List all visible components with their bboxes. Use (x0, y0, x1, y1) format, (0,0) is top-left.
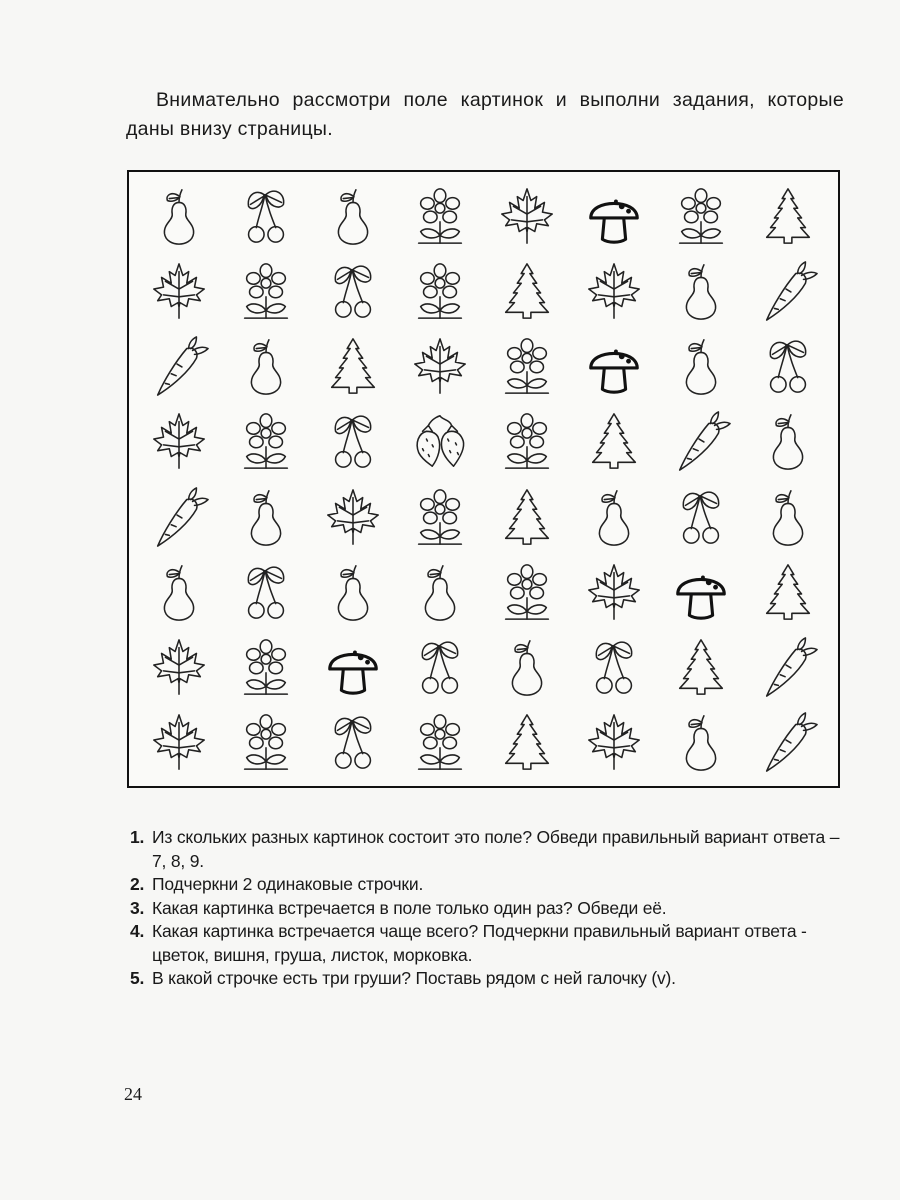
tree-icon (484, 479, 571, 554)
cherry-icon (745, 329, 832, 404)
mushroom-icon (571, 329, 658, 404)
flower-icon (484, 554, 571, 629)
pear-icon (658, 705, 745, 780)
pear-icon (222, 329, 309, 404)
strawberry-icon (396, 404, 483, 479)
mushroom-icon (571, 178, 658, 253)
carrot-icon (135, 329, 222, 404)
task-item (130, 826, 850, 873)
cherry-icon (309, 705, 396, 780)
tree-icon (745, 554, 832, 629)
cherry-icon (571, 630, 658, 705)
task-number: 4. (130, 921, 145, 941)
task-item (130, 920, 850, 967)
task-text: Из скольких разных картинок состоит это поле? Обведи правильный вариант ответа – 7, 8, 9. (152, 827, 840, 871)
mushroom-icon (658, 554, 745, 629)
task-text: Подчеркни 2 одинаковые строчки. (152, 874, 424, 894)
task-item (130, 873, 850, 897)
task-number: 2. (130, 874, 145, 894)
task-number: 1. (130, 827, 145, 847)
task-text: Какая картинка встречается чаще всего? Подчеркни правильный вариант ответа - цветок, вишня, груша, листок, морковка. (152, 921, 807, 965)
instructions-text: Внимательно рассмотри поле картинок и выполни задания, которые даны внизу страницы. (126, 89, 844, 140)
flower-icon (222, 253, 309, 328)
cherry-icon (309, 253, 396, 328)
leaf-icon (135, 705, 222, 780)
pear-icon (658, 329, 745, 404)
flower-icon (396, 253, 483, 328)
flower-icon (396, 705, 483, 780)
leaf-icon (135, 404, 222, 479)
pear-icon (745, 479, 832, 554)
tree-icon (484, 705, 571, 780)
leaf-icon (135, 253, 222, 328)
pear-icon (309, 178, 396, 253)
mushroom-icon (309, 630, 396, 705)
leaf-icon (396, 329, 483, 404)
pear-icon (396, 554, 483, 629)
pear-icon (745, 404, 832, 479)
carrot-icon (135, 479, 222, 554)
leaf-icon (484, 178, 571, 253)
task-text: В какой строчке есть три груши? Поставь рядом с ней галочку (v). (152, 968, 676, 988)
picture-field (127, 170, 840, 788)
tree-icon (658, 630, 745, 705)
pear-icon (484, 630, 571, 705)
tree-icon (309, 329, 396, 404)
leaf-icon (571, 554, 658, 629)
cherry-icon (222, 178, 309, 253)
cherry-icon (658, 479, 745, 554)
flower-icon (396, 479, 483, 554)
task-item (130, 967, 850, 991)
pear-icon (658, 253, 745, 328)
cherry-icon (396, 630, 483, 705)
leaf-icon (571, 253, 658, 328)
flower-icon (222, 630, 309, 705)
task-number: 5. (130, 968, 145, 988)
pear-icon (309, 554, 396, 629)
carrot-icon (745, 705, 832, 780)
tree-icon (571, 404, 658, 479)
flower-icon (222, 404, 309, 479)
cherry-icon (222, 554, 309, 629)
carrot-icon (745, 253, 832, 328)
pear-icon (135, 554, 222, 629)
flower-icon (658, 178, 745, 253)
page-number: 24 (124, 1084, 142, 1104)
picture-grid (135, 178, 832, 780)
flower-icon (484, 329, 571, 404)
carrot-icon (745, 630, 832, 705)
flower-icon (484, 404, 571, 479)
tree-icon (745, 178, 832, 253)
task-item (130, 897, 850, 921)
leaf-icon (571, 705, 658, 780)
leaf-icon (135, 630, 222, 705)
task-number: 3. (130, 897, 145, 918)
cherry-icon (309, 404, 396, 479)
pear-icon (222, 479, 309, 554)
task-list (130, 826, 850, 991)
pear-icon (135, 178, 222, 253)
flower-icon (222, 705, 309, 780)
carrot-icon (658, 404, 745, 479)
tree-icon (484, 253, 571, 328)
task-text: Какая картинка встречается в поле только один раз? Обведи её. (152, 897, 667, 918)
flower-icon (396, 178, 483, 253)
pear-icon (571, 479, 658, 554)
leaf-icon (309, 479, 396, 554)
